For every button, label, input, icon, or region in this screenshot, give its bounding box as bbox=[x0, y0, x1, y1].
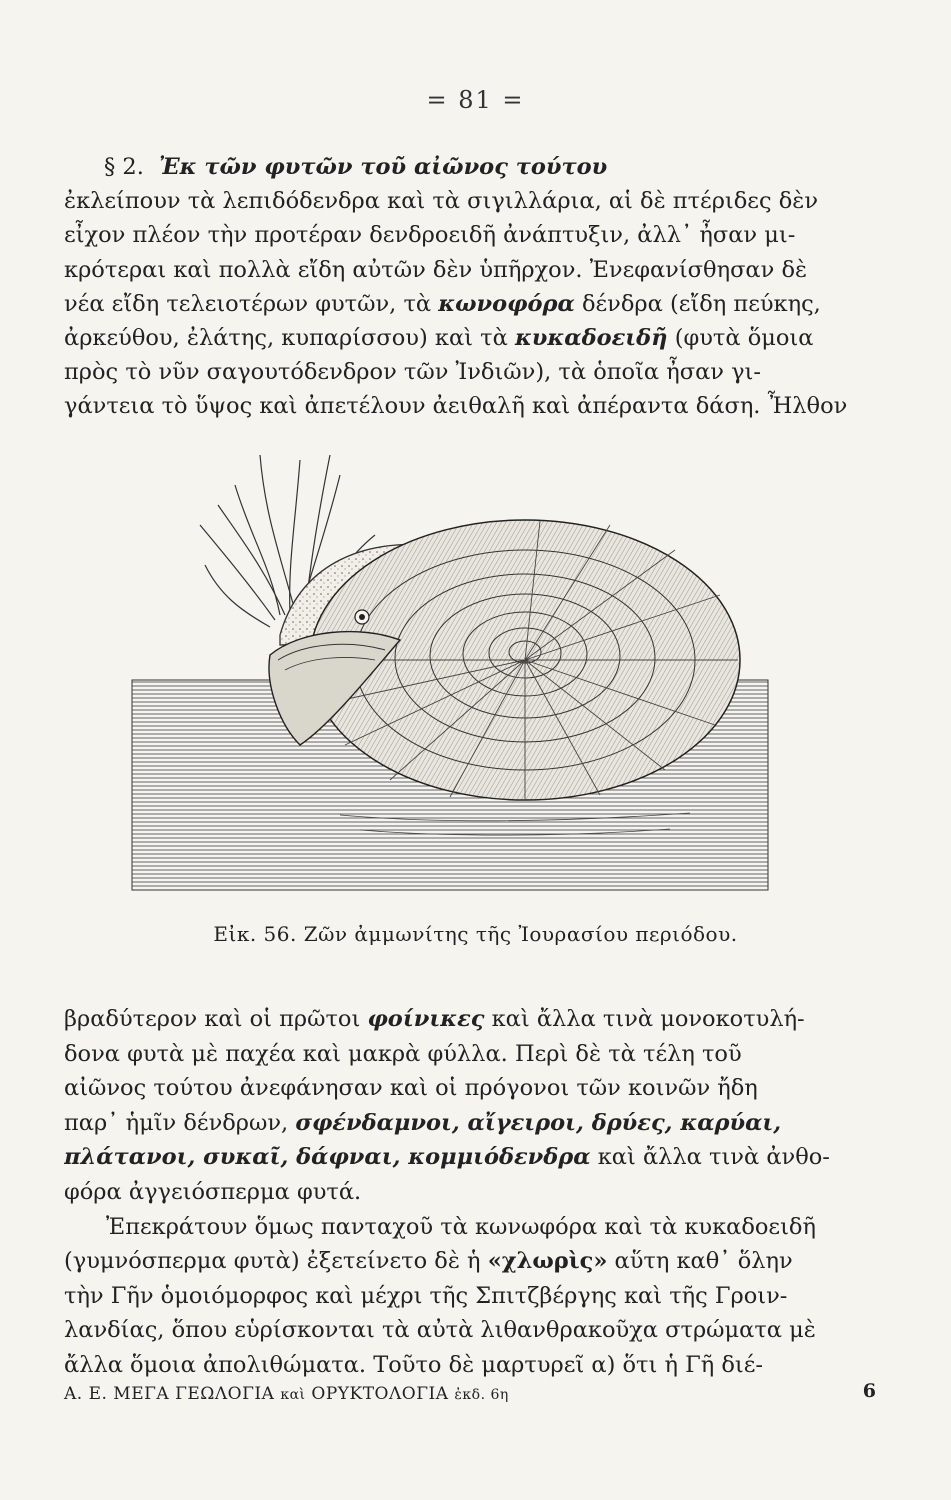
emphasis-term: κυκαδοειδῆ bbox=[514, 324, 668, 351]
text-line bbox=[64, 1244, 876, 1279]
text-span: εἶχον πλέον τὴν προτέραν δενδροειδῆ ἀνάπτυξιν, ἀλλ᾽ ἦσαν μι- bbox=[64, 222, 796, 249]
signature-mark: 6 bbox=[862, 1380, 876, 1402]
text-span: λανδίας, ὅπου εὑρίσκονται τὰ αὐτὰ λιθανθρακοῦχα στρώματα μὲ bbox=[64, 1317, 816, 1344]
text-line bbox=[64, 1106, 876, 1141]
emphasis-term: πλάτανοι, συκαῖ, δάφναι, κομμιόδενδρα bbox=[64, 1144, 591, 1171]
text-span: ἀρκεύθου, ἐλάτης, κυπαρίσσου) καὶ τὰ bbox=[64, 324, 515, 351]
emphasis-term: φοίνικες bbox=[367, 1006, 485, 1032]
text-span: ἄλλα ὅμοια ἀπολιθώματα. Τοῦτο δὲ μαρτυρεῖ α) ὅτι ἡ Γῆ διέ- bbox=[64, 1351, 763, 1378]
section-title: Ἐκ τῶν φυτῶν τοῦ αἰῶνος τούτου bbox=[159, 154, 608, 180]
text-line bbox=[64, 1175, 876, 1210]
text-line bbox=[64, 1279, 876, 1314]
text-span: τὴν Γῆν ὁμοιόμορφος καὶ μέχρι τῆς Σπιτζβέργης καὶ τῆς Γροιν- bbox=[64, 1282, 788, 1309]
text-span: δονα φυτὰ μὲ παχέα καὶ μακρὰ φύλλα. Περὶ δὲ τὰ τέλη τοῦ bbox=[64, 1040, 742, 1067]
text-span: αὕτη καθ᾽ ὅλην bbox=[607, 1248, 793, 1275]
text-span: αἰῶνος τούτου ἀνεφάνησαν καὶ οἱ πρόγονοι τῶν κοινῶν ἤδη bbox=[64, 1075, 758, 1102]
text-line bbox=[64, 355, 876, 389]
text-line bbox=[64, 253, 876, 287]
text-span: γάντεια τὸ ὕψος καὶ ἀπετέλουν ἀειθαλῆ καὶ ἀπέραντα δάση. Ἦλθον bbox=[64, 393, 848, 420]
footer-title2: ΟΡΥΚΤΟΛΟΓΙΑ bbox=[311, 1384, 449, 1404]
text-line bbox=[64, 1313, 876, 1348]
footer-kai: καὶ bbox=[280, 1387, 306, 1403]
text-span: καὶ ἄλλα τινὰ μονοκοτυλή- bbox=[484, 1006, 805, 1032]
ammonite-illustration bbox=[130, 445, 770, 895]
figure-caption: Εἰκ. 56. Ζῶν ἀμμωνίτης τῆς Ἰουρασίου περιόδου. bbox=[213, 922, 738, 946]
text-span: δένδρα (εἴδη πεύκης, bbox=[574, 290, 821, 317]
text-line bbox=[64, 1037, 876, 1072]
emphasis-term: σφένδαμνοι, αἴγειροι, δρύες, καρύαι, bbox=[295, 1109, 782, 1136]
text-line bbox=[64, 321, 876, 355]
text-block-top bbox=[64, 150, 876, 424]
text-span: (γυμνόσπερμα φυτὰ) ἐξετείνετο δὲ ἡ bbox=[64, 1248, 488, 1275]
text-span: Ἐπεκράτουν ὅμως πανταχοῦ τὰ κωνωφόρα καὶ τὰ κυκαδοειδῆ bbox=[106, 1213, 816, 1240]
text-line bbox=[64, 1348, 876, 1383]
footer-author-title: Α. Ε. ΜΕΓΑ ΓΕΩΛΟΓΙΑ bbox=[64, 1384, 275, 1404]
footer-edition: ἐκδ. 6η bbox=[454, 1387, 509, 1403]
text-line bbox=[64, 1210, 876, 1245]
section-heading bbox=[64, 150, 876, 184]
text-line bbox=[64, 389, 876, 423]
text-line bbox=[64, 184, 876, 218]
text-line bbox=[64, 1140, 876, 1175]
text-span: κρότεραι καὶ πολλὰ εἴδη αὐτῶν δὲν ὑπῆρχον. Ἐνεφανίσθησαν δὲ bbox=[64, 256, 808, 283]
page-number: = 81 = bbox=[426, 86, 525, 114]
text-line bbox=[64, 287, 876, 321]
text-line bbox=[64, 1071, 876, 1106]
text-block-bottom bbox=[64, 1002, 876, 1383]
text-span: ἐκλείπουν τὰ λεπιδόδενδρα καὶ τὰ σιγιλλάρια, αἱ δὲ πτέριδες δὲν bbox=[64, 188, 819, 215]
emphasis-term: «χλωρὶς» bbox=[487, 1248, 608, 1275]
text-span: νέα εἴδη τελειοτέρων φυτῶν, τὰ bbox=[64, 290, 439, 317]
text-span: (φυτὰ ὅμοια bbox=[667, 324, 814, 351]
text-span: φόρα ἀγγειόσπερμα φυτά. bbox=[64, 1178, 362, 1205]
footer-imprint bbox=[64, 1384, 509, 1404]
text-line bbox=[64, 1002, 876, 1037]
section-sign: § 2. bbox=[104, 154, 144, 180]
text-span: βραδύτερον καὶ οἱ πρῶτοι bbox=[64, 1006, 368, 1032]
text-span: πρὸς τὸ νῦν σαγουτόδενδρον τῶν Ἰνδιῶν), τὰ ὁποῖα ἦσαν γι- bbox=[64, 359, 761, 386]
page-footer bbox=[64, 1380, 876, 1410]
emphasis-term: κωνοφόρα bbox=[438, 290, 575, 317]
text-span: παρ᾽ ἡμῖν δένδρων, bbox=[64, 1109, 296, 1136]
text-span: καὶ ἄλλα τινὰ ἀνθο- bbox=[590, 1144, 830, 1171]
text-line bbox=[64, 218, 876, 252]
